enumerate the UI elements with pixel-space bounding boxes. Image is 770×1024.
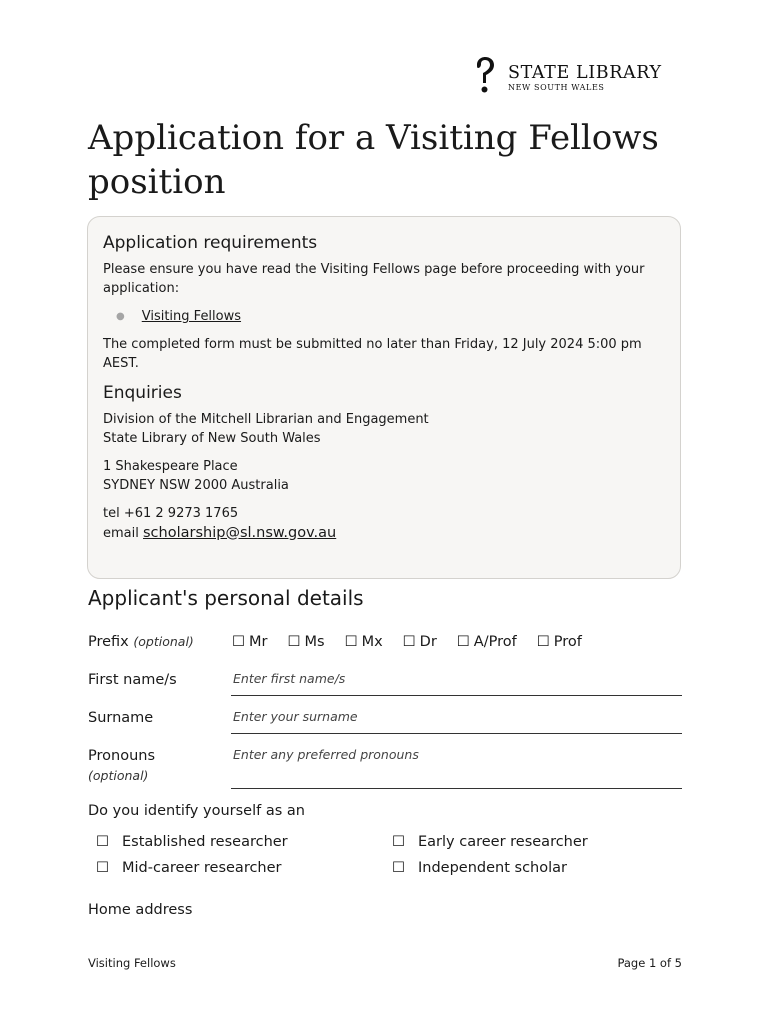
prefix-option-label: Dr (419, 634, 437, 650)
pronouns-field[interactable]: Enter any preferred pronouns (231, 747, 682, 789)
state-library-logo (473, 56, 662, 94)
surname-label: Surname (88, 710, 154, 726)
option-label: Established researcher (122, 834, 288, 850)
address-line-1: 1 Shakespeare Place (103, 459, 238, 474)
deadline-text: The completed form must be submitted no later than Friday, 12 July 2024 5:00 pm AEST. (103, 337, 642, 371)
prefix-option-ms[interactable] (287, 632, 324, 652)
page-number: Page 1 of 5 (617, 956, 682, 970)
email-row (103, 524, 665, 544)
prefix-option-dr[interactable] (403, 632, 437, 652)
address-line-2: SYDNEY NSW 2000 Australia (103, 477, 289, 493)
prefix-option-label: A/Prof (473, 634, 517, 650)
checkbox-icon[interactable]: ☐ (392, 834, 405, 850)
checkbox-icon[interactable]: ☐ (232, 634, 245, 650)
prefix-options (232, 632, 602, 652)
first-name-field[interactable]: Enter first name/s (231, 671, 682, 696)
logo-subname: NEW SOUTH WALES (508, 83, 605, 92)
tel-text: tel +61 2 9273 1765 (103, 506, 239, 521)
checkbox-icon[interactable]: ☐ (402, 634, 416, 650)
option-label: Early career researcher (418, 834, 588, 850)
first-name-label: First name/s (88, 672, 177, 688)
prefix-option-mr[interactable] (232, 632, 267, 652)
prefix-option-label: Prof (553, 634, 582, 650)
option-early-career-researcher[interactable] (392, 832, 588, 852)
surname-field[interactable]: Enter your surname (231, 709, 682, 734)
prefix-option-aprof[interactable] (457, 632, 517, 652)
requirements-heading: Application requirements (103, 233, 318, 253)
checkbox-icon[interactable]: ☐ (287, 634, 301, 650)
prefix-option-label: Ms (304, 634, 325, 650)
checkbox-icon[interactable]: ☐ (392, 860, 405, 876)
division-line-1: Division of the Mitchell Librarian and Engagement (103, 412, 429, 427)
requirements-intro: Please ensure you have read the Visiting Fellows page before proceeding with your application: (103, 262, 645, 296)
prefix-optional: (optional) (133, 634, 194, 649)
email-link[interactable]: scholarship@sl.nsw.gov.au (143, 524, 337, 541)
prefix-option-label: Mx (361, 634, 383, 650)
division-line-2: State Library of New South Wales (103, 430, 321, 446)
visiting-fellows-link[interactable]: Visiting Fellows (141, 309, 242, 324)
page-title: Application for a Visiting Fellows position (88, 118, 659, 202)
home-address-label: Home address (88, 902, 193, 918)
logo-name: STATE LIBRARY (508, 63, 662, 83)
pronouns-label: Pronouns (88, 748, 155, 764)
option-label: Mid-career researcher (122, 860, 282, 876)
identify-question: Do you identify yourself as an (88, 803, 305, 819)
bullet-icon: ● (116, 311, 125, 322)
option-independent-scholar[interactable] (392, 858, 567, 878)
prefix-option-label: Mr (249, 634, 268, 650)
checkbox-icon[interactable]: ☐ (536, 634, 550, 650)
footer-title: Visiting Fellows (88, 956, 176, 970)
email-label: email (103, 525, 139, 541)
checkbox-icon[interactable]: ☐ (96, 860, 109, 876)
prefix-label-row (88, 632, 194, 652)
prefix-option-prof[interactable] (537, 632, 582, 652)
checkbox-icon[interactable]: ☐ (344, 634, 358, 650)
option-label: Independent scholar (418, 860, 567, 876)
prefix-option-mx[interactable] (345, 632, 383, 652)
link-list-item (116, 308, 665, 326)
checkbox-icon[interactable]: ☐ (456, 634, 470, 650)
requirements-box (87, 216, 681, 579)
option-established-researcher[interactable] (96, 832, 288, 852)
option-mid-career-researcher[interactable] (96, 858, 282, 878)
checkbox-icon[interactable]: ☐ (96, 834, 109, 850)
quill-logo-icon (473, 56, 497, 94)
prefix-label: Prefix (88, 634, 129, 650)
pronouns-optional: (optional) (88, 768, 149, 783)
enquiries-heading: Enquiries (103, 383, 182, 403)
personal-details-heading: Applicant's personal details (88, 586, 364, 610)
